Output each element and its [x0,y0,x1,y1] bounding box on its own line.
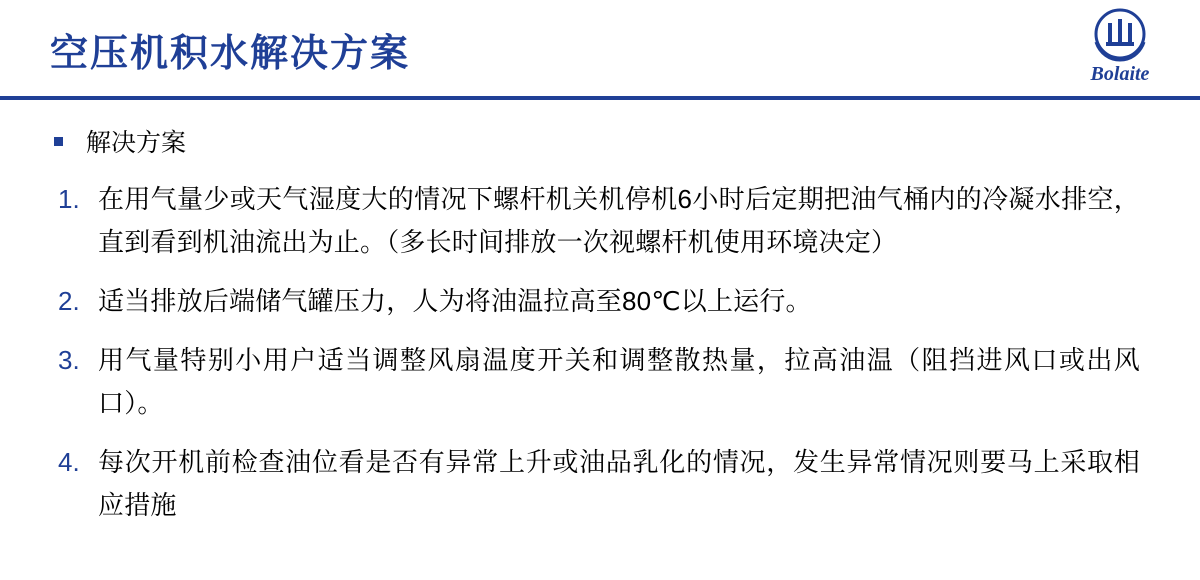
list-item-text: 在用气量少或天气湿度大的情况下螺杆机关机停机6小时后定期把油气桶内的冷凝水排空，直到看到机油流出为止。（多长时间排放一次视螺杆机使用环境决定） [98,184,1140,257]
list-item [52,339,1140,425]
slide-header [0,0,1200,100]
list-item-text: 每次开机前检查油位看是否有异常上升或油品乳化的情况，发生异常情况则要马上采取相应措施 [98,447,1140,520]
bullet-text: 解决方案 [86,129,187,157]
list-item [52,441,1140,527]
list-item-number: 3. [58,345,80,375]
page-title: 空压机积水解决方案 [50,33,411,75]
list-item [52,280,1140,323]
list-item-number: 1. [58,184,80,214]
bolaite-logo [1066,6,1174,90]
list-item [52,126,1140,160]
list-item-number: 4. [58,447,80,477]
list-item-text: 适当排放后端储气罐压力，人为将油温拉高至80℃以上运行。 [98,286,812,316]
list-item-number: 2. [58,286,80,316]
square-bullet-icon [52,126,86,160]
logo-wordmark: Bolaite [1090,63,1150,85]
list-item [52,178,1140,264]
list-item-text: 用气量特别小用户适当调整风扇温度开关和调整散热量，拉高油温（阻挡进风口或出风口）。 [98,345,1140,418]
slide-body [0,100,1200,527]
